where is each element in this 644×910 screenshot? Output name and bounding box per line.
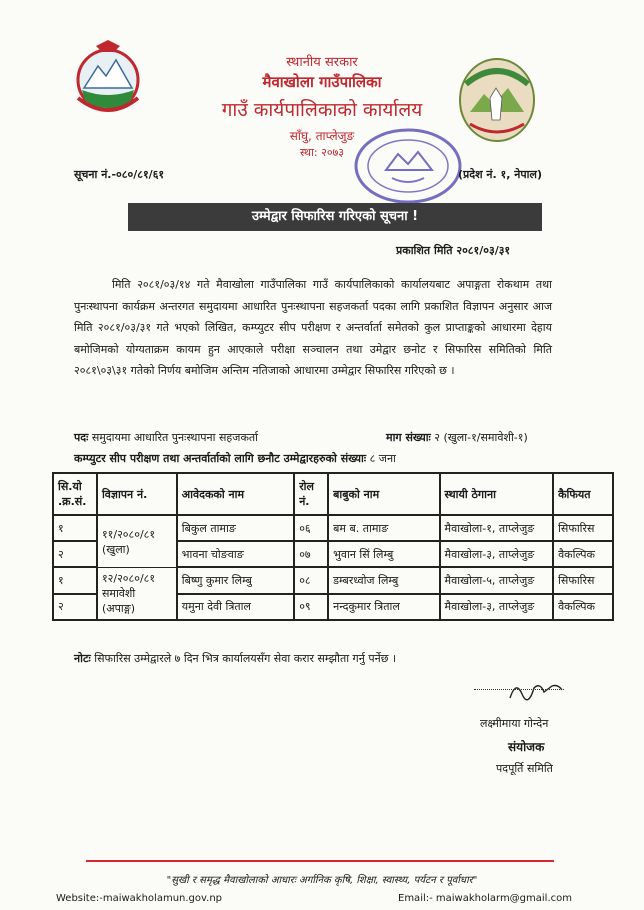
demand-info [386,430,528,445]
notice-body: मिति २०८१/०३/१४ गते मैवाखोला गाउँपालिका गाउँ कार्यपालिकाको कार्यालयबाट अपाङ्गता रोकथाम तथा पुनःस्थापना कार्यक्रम अन्तरगत समुदायमा आधारित पुनःस्थापना सहजकर्ता पदका लागि प्रकाशित विज्ञापन अनुसार आज मिति २०८१/०३/३१ गते भएको लिखित, कम्प्युटर सीप परीक्षण र अन्तर्वार्ता समेतको कुल प्राप्ताङ्कको आधारमा देहाय बमोजिमको योग्यताक्रम कायम हुन आएकाले परीक्षा सञ्चालन तथा उमेद्वार छनोट र सिफारिस समितिको मिति २०८१\०३\३१ गतेको निर्णय बमोजिम अन्तिम नतिजाको आधारमा उम्मेद्वार सिफारिस गरिएको छ । [74,278,552,378]
header-municipality: मैवाखोला गाउँपालिका [262,73,382,91]
notice-number: सूचना नं.-०८०/८१/६१ [74,168,165,181]
shortlist-label: कम्प्युटर सीप परीक्षण तथा अन्तर्वार्ताको लागि छनौट उम्मेद्वारहरुको संख्याः [74,452,367,465]
note-text: सिफारिस उम्मेद्वारले ७ दिन भित्र कार्यालयसँग सेवा करार सम्झौता गर्नु पर्नेछ । [94,652,397,665]
col-header-father: बाबुको नाम [328,473,439,515]
cell-roll: ०७ [294,541,328,567]
ad-number: ११/२०८०/८१ [101,527,156,541]
ad-type: (खुला) [101,542,130,556]
demand-value: २ (खुला-१/समावेशी-१) [434,431,528,444]
ad-subtype: (अपाङ्ग) [101,602,135,615]
cell-roll: ०६ [294,515,328,541]
cell-address: मैवाखोला-१, ताप्लेजुङ [440,515,554,541]
post-info [74,430,258,445]
candidate-table [52,472,614,621]
shortlist-value: ८ जना [369,452,396,465]
shortlist-info [74,451,396,466]
note-label: नोटः [74,652,91,665]
post-value: समुदायमा आधारित पुनःस्थापना सहजकर्ता [91,431,259,444]
cell-sn: १ [53,515,97,541]
cell-name: यमुना देवी त्रिताल [177,594,294,621]
cell-father: नन्दकुमार त्रिताल [328,594,439,621]
col-header-roll: रोल नं. [294,473,328,515]
table-row [53,515,613,541]
cell-sn: २ [53,594,97,621]
signatory-name: लक्ष्मीमाया गोन्देन [480,717,549,730]
signatory-role: संयोजक [508,740,545,754]
header-established: स्था: २०७३ [299,146,345,159]
cell-remark: वैकल्पिक [553,541,613,567]
cell-address: मैवाखोला-५, ताप्लेजुङ [440,567,554,594]
header-local-govt: स्थानीय सरकार [286,55,358,70]
cell-address: मैवाखोला-३, ताप्लेजुङ [440,541,554,567]
cell-remark: सिफारिस [553,515,613,541]
ad-type: समावेशी [101,587,136,600]
col-header-sn: सि.यो .क्र.सं. [53,473,97,515]
footer-email: Email:- maiwakholarm@gmail.com [398,893,572,904]
cell-roll: ०९ [294,594,328,621]
cell-name: बिकुल तामाङ [177,515,294,541]
col-header-name: आवेदकको नाम [177,473,294,515]
footer-slogan: "सुखी र समृद्ध मैवाखोलाको आधारः अर्गानिक कृषि, शिक्षा, स्वास्थ्य, पर्यटन र पूर्वाधार" [166,875,478,886]
header-office: गाउँ कार्यपालिकाको कार्यालय [221,99,423,121]
table-header-row [53,473,613,515]
published-date: प्रकाशित मिति २०८१/०३/३१ [396,244,511,257]
signature-icon [506,676,566,706]
table-row [53,567,613,594]
footer-divider [86,860,554,862]
cell-name: भावना चोङवाङ [177,541,294,567]
cell-ad-group [97,515,177,567]
cell-father: डम्बरध्वोज लिम्बु [328,567,439,594]
ad-number: १२/२०८०/८१ [101,572,156,585]
note [74,651,396,666]
signature-line [474,688,564,690]
col-header-address: स्थायी ठेगाना [440,473,554,515]
cell-name: बिष्णु कुमार लिम्बु [177,567,294,594]
cell-sn: १ [53,567,97,594]
signatory-committee: पदपूर्ति समिति [496,762,553,775]
province-label: (प्रदेश नं. १, नेपाल) [458,168,542,181]
cell-address: मैवाखोला-३, ताप्लेजुङ [440,594,554,621]
header-location: साँघु, ताप्लेजुङ [289,129,355,143]
cell-ad-group [97,567,177,620]
cell-father: भुवान सिं लिम्बु [328,541,439,567]
col-header-remark: कैफियत [553,473,613,515]
demand-label: माग संख्याः [386,431,431,444]
cell-father: बम ब. तामाङ [328,515,439,541]
notice-title-banner: उम्मेद्वार सिफारिस गरिएको सूचना ! [128,203,542,231]
cell-roll: ०८ [294,567,328,594]
cell-sn: २ [53,541,97,567]
post-label: पदः [74,431,89,444]
cell-remark: वैकल्पिक [553,594,613,621]
cell-remark: सिफारिस [553,567,613,594]
footer-website: Website:-maiwakholamun.gov.np [56,893,223,904]
col-header-ad-no: विज्ञापन नं. [97,473,177,515]
